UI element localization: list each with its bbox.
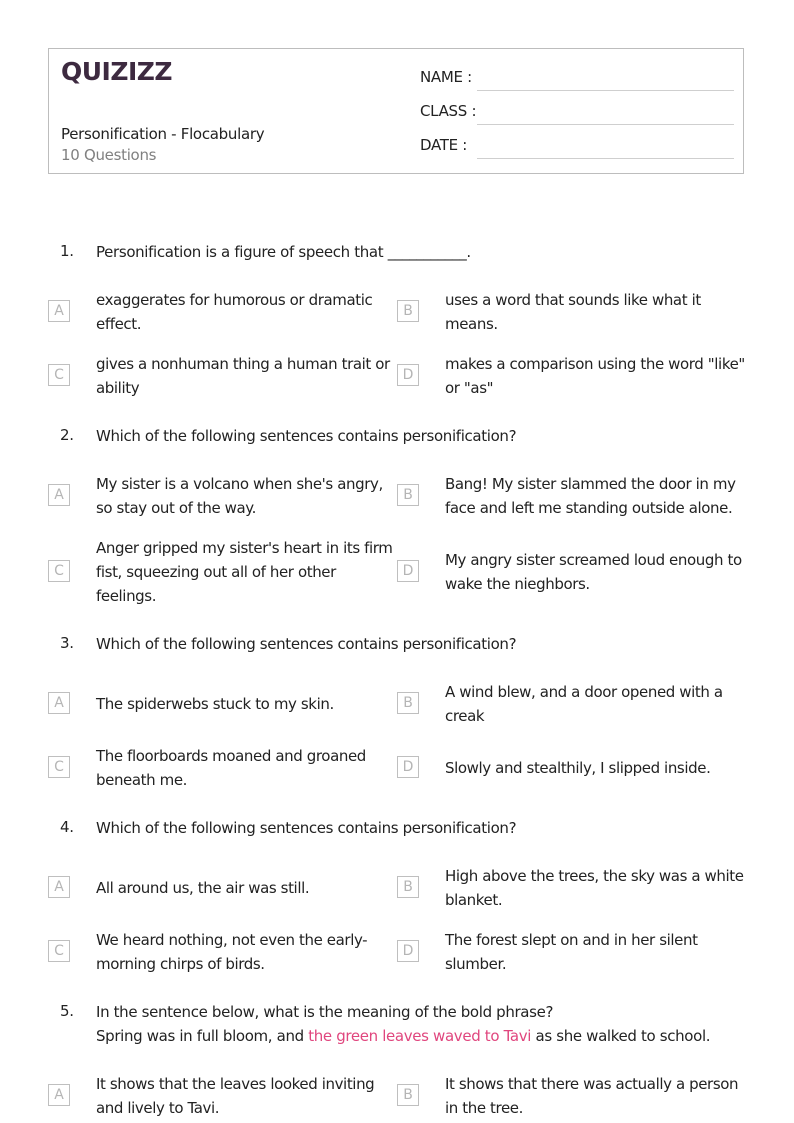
option-text: All around us, the air was still.	[96, 879, 310, 897]
worksheet-header	[48, 48, 744, 174]
class-line[interactable]	[477, 124, 734, 125]
option-letter-box: C	[48, 560, 70, 582]
date-label: DATE :	[420, 136, 468, 154]
option-letter-box: D	[397, 364, 419, 386]
option-letter-box: D	[397, 940, 419, 962]
option-letter-box: A	[48, 300, 70, 322]
option-text: The forest slept on and in her silent slumber.	[445, 931, 698, 973]
name-line[interactable]	[477, 90, 734, 91]
option-text: makes a comparison using the word "like" or "as"	[445, 355, 745, 397]
option-letter-box: B	[397, 484, 419, 506]
highlighted-phrase: the green leaves waved to Tavi	[308, 1027, 532, 1045]
option-text: High above the trees, the sky was a white blanket.	[445, 867, 744, 909]
option-letter-box: B	[397, 300, 419, 322]
question-number: 5.	[60, 1002, 74, 1020]
question-count: 10 Questions	[61, 146, 157, 164]
option-text: Anger gripped my sister's heart in its firm fist, squeezing out all of her other feelings.	[96, 539, 393, 605]
question-text	[96, 1000, 756, 1048]
option-text: We heard nothing, not even the early-morning chirps of birds.	[96, 931, 368, 973]
option-letter-box: C	[48, 756, 70, 778]
option-text: It shows that the leaves looked inviting and lively to Tavi.	[96, 1075, 375, 1117]
question-number: 1.	[60, 242, 74, 260]
option-text: The spiderwebs stuck to my skin.	[96, 695, 334, 713]
option-text: exaggerates for humorous or dramatic effect.	[96, 291, 373, 333]
class-label: CLASS :	[420, 102, 477, 120]
date-field[interactable]	[420, 136, 734, 162]
option-text: Slowly and stealthily, I slipped inside.	[445, 759, 711, 777]
option-letter-box: D	[397, 560, 419, 582]
option-letter-box: B	[397, 876, 419, 898]
option-text: uses a word that sounds like what it means.	[445, 291, 701, 333]
option-letter-box: B	[397, 1084, 419, 1106]
option-text: It shows that there was actually a person in the tree.	[445, 1075, 739, 1117]
option-letter-box: A	[48, 1084, 70, 1106]
question-text: Which of the following sentences contains personification?	[96, 819, 517, 837]
question-number: 4.	[60, 818, 74, 836]
option-letter-box: C	[48, 364, 70, 386]
question-text: Which of the following sentences contains personification?	[96, 635, 517, 653]
option-letter-box: D	[397, 756, 419, 778]
option-text: My angry sister screamed loud enough to wake the nieghbors.	[445, 551, 742, 593]
option-text: gives a nonhuman thing a human trait or ability	[96, 355, 390, 397]
date-line[interactable]	[477, 158, 734, 159]
name-field[interactable]	[420, 68, 734, 94]
sentence-before: Spring was in full bloom, and	[96, 1027, 309, 1045]
option-letter-box: C	[48, 940, 70, 962]
worksheet-title: Personification - Flocabulary	[61, 125, 265, 143]
option-letter-box: A	[48, 484, 70, 506]
question-number: 3.	[60, 634, 74, 652]
question-prompt: In the sentence below, what is the meaning of the bold phrase?	[96, 1003, 554, 1021]
question-number: 2.	[60, 426, 74, 444]
option-letter-box: A	[48, 692, 70, 714]
option-text: My sister is a volcano when she's angry, so stay out of the way.	[96, 475, 383, 517]
option-text: The floorboards moaned and groaned beneath me.	[96, 747, 366, 789]
option-text: Bang! My sister slammed the door in my face and left me standing outside alone.	[445, 475, 736, 517]
question-text: Which of the following sentences contains personification?	[96, 427, 517, 445]
question-text: Personification is a figure of speech that ___________.	[96, 243, 471, 261]
name-label: NAME :	[420, 68, 472, 86]
option-letter-box: A	[48, 876, 70, 898]
sentence-after: as she walked to school.	[531, 1027, 711, 1045]
question-sentence	[96, 1024, 756, 1048]
quizizz-logo: QUIZIZZ	[61, 57, 173, 86]
option-letter-box: B	[397, 692, 419, 714]
class-field[interactable]	[420, 102, 734, 128]
option-text: A wind blew, and a door opened with a creak	[445, 683, 723, 725]
